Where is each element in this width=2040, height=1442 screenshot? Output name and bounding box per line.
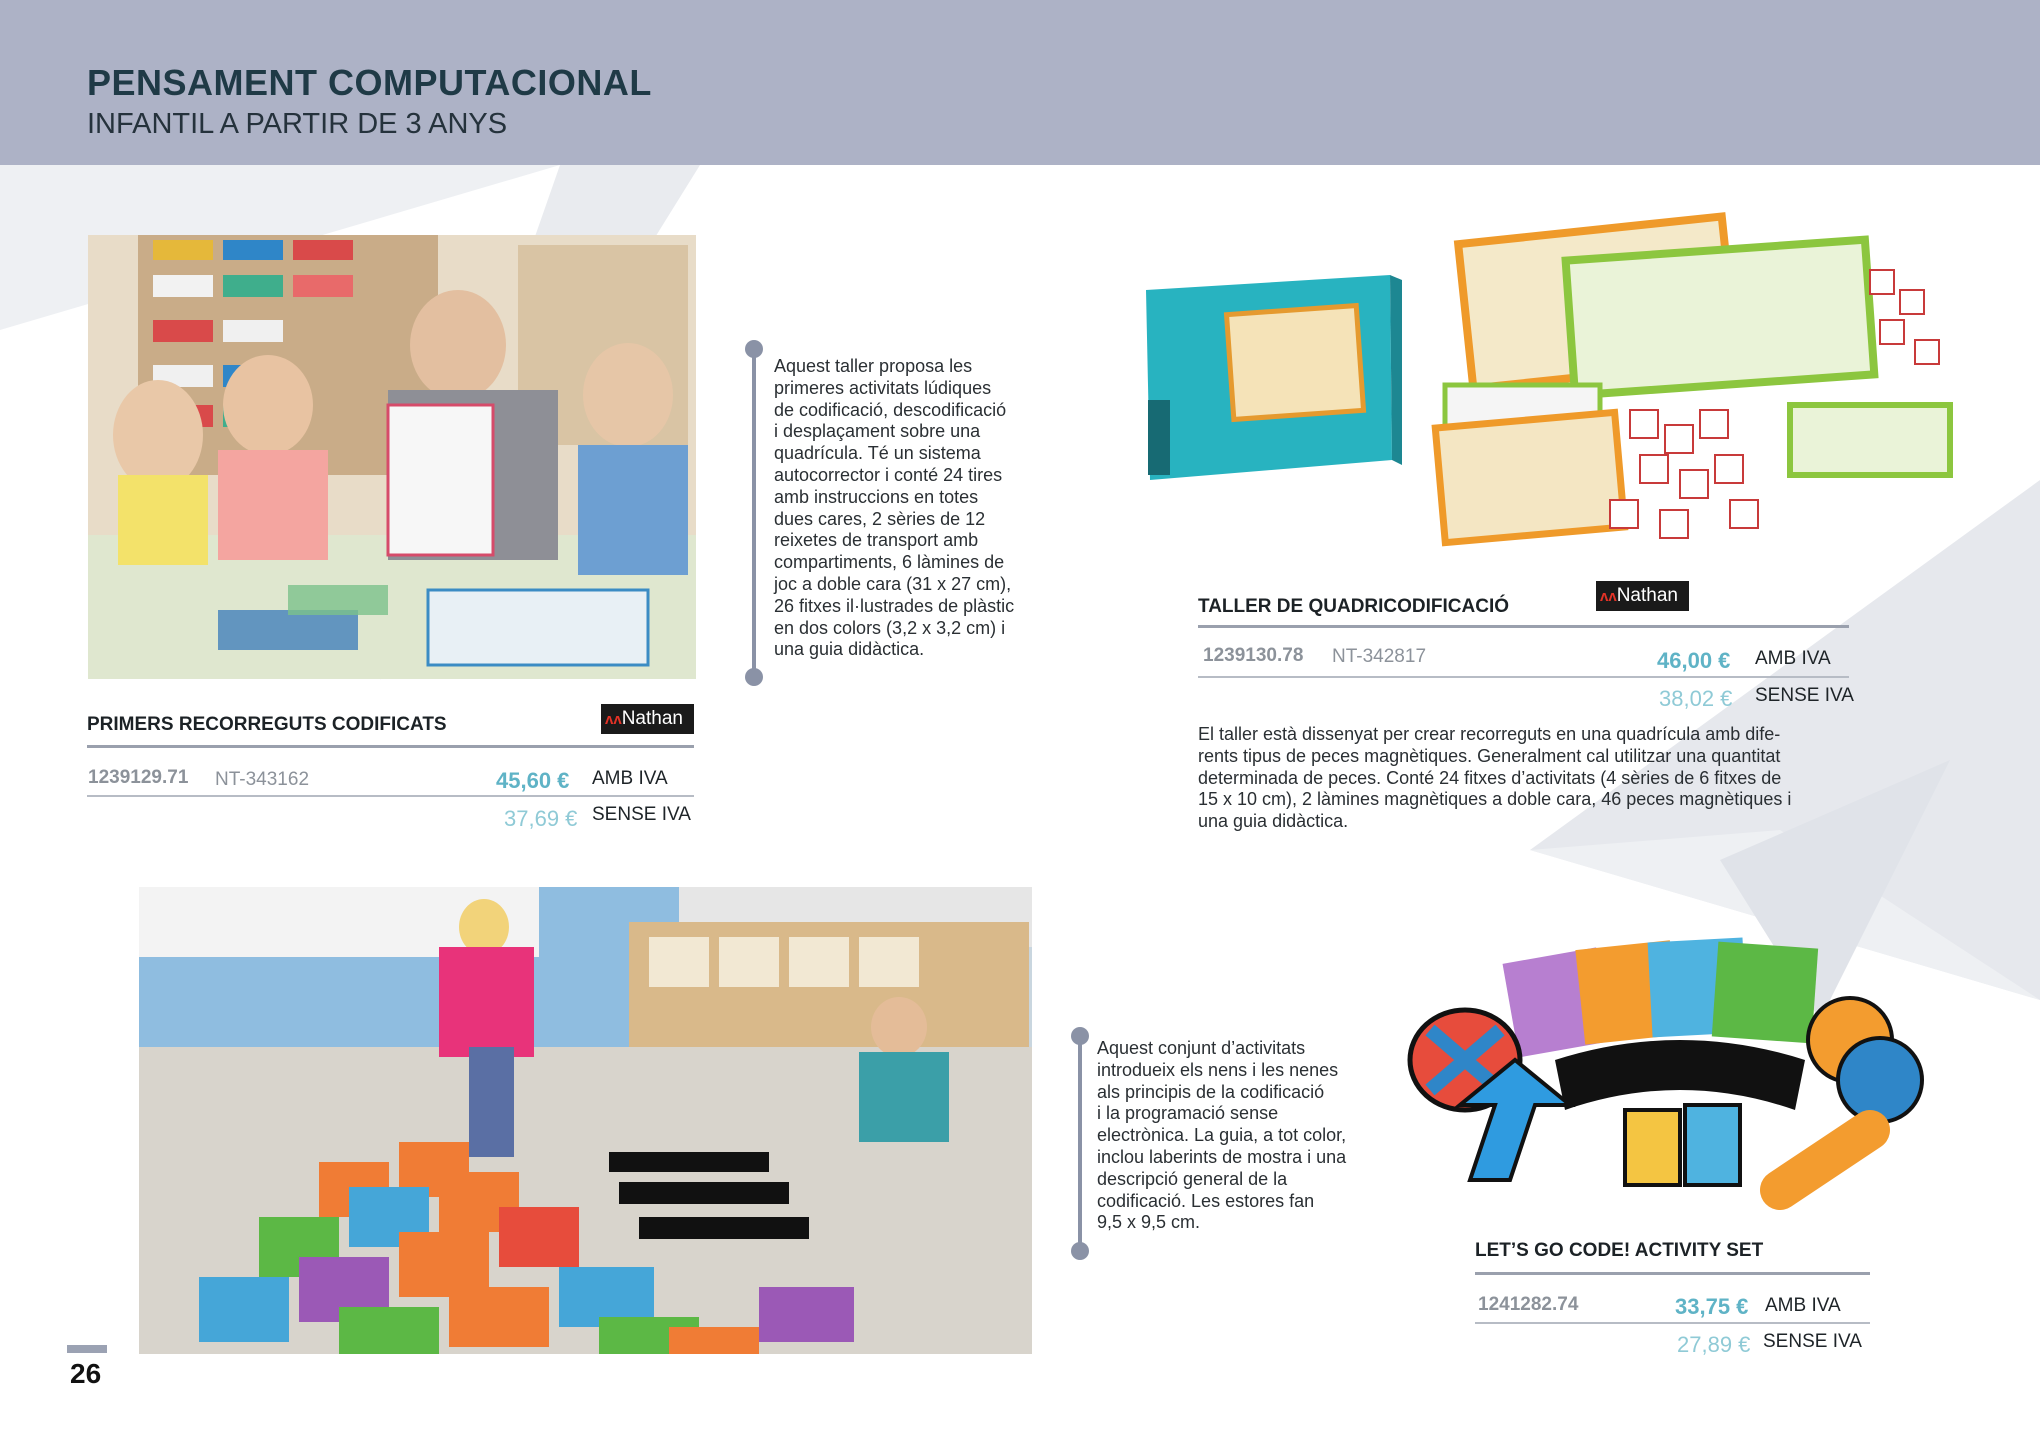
nathan-logo	[601, 704, 694, 734]
divider	[1475, 1272, 1870, 1275]
price-with-vat: 45,60 €	[496, 768, 570, 793]
desc-marker-bottom	[1071, 1242, 1089, 1260]
desc-line	[752, 349, 756, 676]
page-number: 26	[70, 1358, 102, 1389]
page-subtitle: INFANTIL A PARTIR DE 3 ANYS	[87, 108, 508, 140]
nathan-logo-mark: ʌʌ	[605, 711, 622, 728]
product-photo-taller-quadricodificacio	[1140, 210, 1980, 570]
page-title: PENSAMENT COMPUTACIONAL	[87, 62, 652, 103]
nathan-logo	[1596, 581, 1689, 611]
nathan-logo-text: Nathan	[621, 708, 683, 729]
nathan-logo-mark: ʌʌ	[1600, 588, 1617, 605]
without-vat-label: SENSE IVA	[1755, 685, 1854, 706]
divider	[1198, 676, 1849, 678]
price-without-vat: 37,69 €	[504, 806, 578, 831]
nathan-logo-text: Nathan	[1616, 585, 1678, 606]
divider	[87, 795, 694, 797]
product-ref: NT-342817	[1332, 646, 1427, 667]
desc-marker-bottom	[745, 668, 763, 686]
product-description: El taller està dissenyat per crear recorreguts en una quadrícula amb dife- rents tipus de peces magnètiques. Generalment cal utilitzar una quantitat determinada de peces. Conté 24 fitxes d’activitats (4 sèries de 6 fitxes de 15 x 10 cm), 2 làmines magnètiques a doble cara, 46 peces magnètiques i una guia didàctica.	[1198, 724, 1792, 832]
product-ref: NT-343162	[215, 769, 310, 790]
product-code: 1239129.71	[88, 767, 189, 788]
with-vat-label: AMB IVA	[592, 768, 668, 789]
without-vat-label: SENSE IVA	[592, 804, 691, 825]
desc-line	[1078, 1036, 1082, 1251]
price-without-vat: 38,02 €	[1659, 686, 1733, 711]
divider	[87, 745, 694, 748]
price-with-vat: 33,75 €	[1675, 1294, 1749, 1319]
product-description: Aquest taller proposa les primeres activitats lúdiques de codificació, descodificació i desplaçament sobre una quadrícula. Té un sistema autocorrector i conté 24 tires amb instruccions en totes dues cares, 2 sèries de 12 reixetes de transport amb compartiments, 6 làmines de joc a doble cara (31 x 27 cm), 26 fitxes il·lustrades de plàstic en dos colors (3,2 x 3,2 cm) i una guia didàctica.	[774, 356, 1015, 660]
product-photo-primers-recorreguts	[88, 235, 696, 679]
price-with-vat: 46,00 €	[1657, 648, 1731, 673]
product-title: LET’S GO CODE! ACTIVITY SET	[1475, 1240, 1764, 1261]
page-number-bar	[67, 1345, 107, 1353]
product-photo-lets-go-code-pieces	[1400, 930, 1940, 1210]
product-code: 1239130.78	[1203, 645, 1304, 666]
with-vat-label: AMB IVA	[1755, 648, 1831, 669]
divider	[1475, 1322, 1870, 1324]
without-vat-label: SENSE IVA	[1763, 1331, 1862, 1352]
with-vat-label: AMB IVA	[1765, 1295, 1841, 1316]
product-photo-lets-go-code-classroom	[139, 887, 1032, 1354]
product-title: TALLER DE QUADRICODIFICACIÓ	[1198, 596, 1510, 617]
product-title: PRIMERS RECORREGUTS CODIFICATS	[87, 714, 447, 735]
product-description: Aquest conjunt d’activitats introdueix els nens i les nenes als principis de la codificació i la programació sense electrònica. La guia, a tot color, inclou laberints de mostra i una descripció general de la codificació. Les estores fan 9,5 x 9,5 cm.	[1097, 1038, 1347, 1233]
divider	[1198, 625, 1849, 628]
product-code: 1241282.74	[1478, 1294, 1579, 1315]
price-without-vat: 27,89 €	[1677, 1332, 1751, 1357]
